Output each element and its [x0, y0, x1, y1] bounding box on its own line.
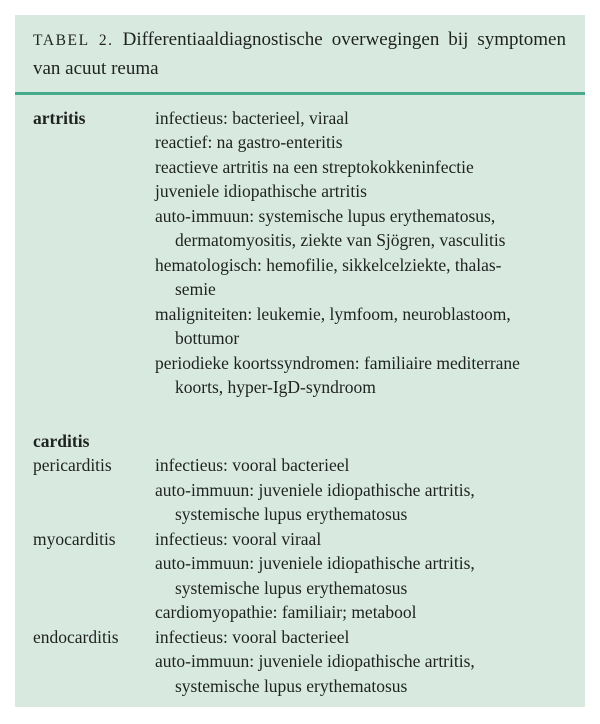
table-row-myocarditis — [33, 527, 567, 625]
table-line: infectieus: bacterieel, viraal — [155, 107, 349, 128]
row-label-artritis: artritis — [33, 107, 86, 128]
table-row-endocarditis — [33, 625, 567, 699]
table-row-artritis — [33, 106, 567, 400]
row-content-endocarditis — [155, 625, 567, 699]
table-line: infectieus: vooral bacterieel — [155, 626, 350, 647]
table-card — [15, 15, 585, 707]
table-title-line1 — [33, 26, 566, 55]
row-content-myocarditis — [155, 527, 567, 625]
table-line: auto-immuun: juveniele idiopathische artritis, — [155, 553, 475, 573]
table-line-continuation: koorts, hyper-IgD-syndroom — [175, 377, 376, 397]
table-body — [15, 95, 585, 699]
table-line: auto-immuun: juveniele idiopathische artritis, — [155, 479, 475, 500]
table-title — [15, 15, 585, 88]
table-line: hematologisch: hemofilie, sikkelcelziekte, thalas- — [155, 254, 502, 275]
table-line: infectieus: vooral viraal — [155, 528, 322, 549]
table-line: infectieus: vooral bacterieel — [155, 455, 350, 475]
table-line: auto-immuun: juveniele idiopathische artritis, — [155, 651, 475, 671]
row-label-pericarditis: pericarditis — [33, 455, 112, 475]
table-line-continuation: dermatomyositis, ziekte van Sjögren, vasculitis — [175, 230, 506, 250]
table-row-pericarditis — [33, 453, 567, 527]
table-line: auto-immuun: systemische lupus erythematosus, — [155, 205, 496, 226]
row-content-pericarditis — [155, 453, 567, 527]
table-title-line2: van acuut reuma — [33, 58, 159, 79]
table-line-continuation: systemische lupus erythematosus — [175, 577, 408, 598]
table-line-continuation: systemische lupus erythematosus — [175, 675, 408, 696]
table-line: cardiomyopathie: familiair; metabool — [155, 602, 417, 622]
table-line: juveniele idiopathische artritis — [155, 181, 367, 201]
table-line-continuation: bottumor — [175, 328, 240, 348]
table-line: reactief: na gastro-enteritis — [155, 132, 343, 152]
table-number-label: TABEL 2. — [33, 32, 114, 49]
table-title-text: Differentiaaldiagnostische overwegingen bij symptomen — [122, 29, 566, 50]
table-line: reactieve artritis na een streptokokkeninfectie — [155, 156, 474, 177]
table-line: periodieke koortssyndromen: familiaire mediterrane — [155, 352, 520, 373]
row-label-myocarditis: myocarditis — [33, 528, 116, 549]
table-line-continuation: semie — [175, 279, 216, 299]
row-content-artritis — [155, 106, 567, 400]
row-label-endocarditis: endocarditis — [33, 626, 119, 647]
table-row-carditis — [33, 429, 567, 454]
row-label-carditis: carditis — [33, 430, 90, 451]
table-line-continuation: systemische lupus erythematosus — [175, 504, 408, 524]
table-line: maligniteiten: leukemie, lymfoom, neuroblastoom, — [155, 303, 511, 324]
